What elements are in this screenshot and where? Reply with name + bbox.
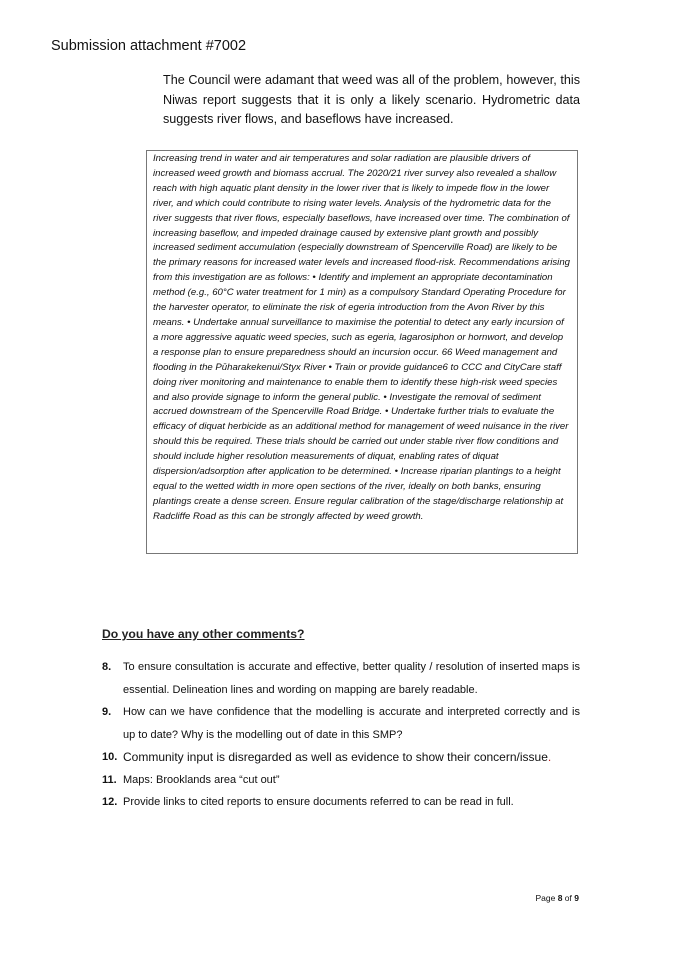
item-number: 8.	[102, 661, 112, 673]
quoted-report-box	[146, 150, 578, 554]
list-item	[102, 656, 580, 701]
page-number: 8	[557, 893, 563, 903]
list-item	[102, 791, 580, 814]
item-text: To ensure consultation is accurate and effective, better quality / resolution of inserted maps is essential. Delineation lines and wording on mapping are barely readable.	[123, 661, 580, 696]
page-footer	[535, 893, 579, 903]
of-label: of	[564, 893, 572, 903]
item-number: 9.	[102, 706, 112, 718]
total-pages: 9	[574, 893, 579, 903]
other-comments-heading: Do you have any other comments?	[102, 627, 305, 641]
item-text: Community input is disregarded as well as evidence to show their concern/issue	[123, 750, 548, 764]
page-label: Page	[535, 893, 556, 903]
list-item	[102, 746, 580, 769]
list-item	[102, 769, 580, 792]
item-text: How can we have confidence that the modelling is accurate and interpreted correctly and is up to date? Why is the modelling out of date in this SMP?	[123, 706, 580, 741]
item-number: 11.	[102, 773, 117, 786]
document-header: Submission attachment #7002	[51, 38, 247, 54]
comments-list	[102, 656, 580, 814]
list-item	[102, 701, 580, 746]
quoted-report-text: Increasing trend in water and air temperatures and solar radiation are plausible drivers of increased weed growth and biomass accrual. The 2020/21 river survey also revealed a shallow reach with high aquatic plant density in the lower river that is likely to impede flow in the lower river, and which could contribute to rising water levels. Analysis of the hydrometric data for the river suggests that river flows, especially baseflows, have increased over time. The combination of increasing baseflow, and impeded drainage caused by extensive plant growth and possibly increased sediment accumulation (especially downstream of Spencerville Road) are likely to be the primary reasons for increased water levels and increased flood-risk. Recommendations arising from this investigation are as follows: • Identify and implement an appropriate decontamination method (e.g., 60°C water treatment for 1 min) as a compulsory Standard Operating Procedure for the harvester operator, to eliminate the risk of egeria introduction from the Avon River by this means. • Undertake annual surveillance to maximise the potential to detect any early incursion of a more aggressive aquatic weed species, such as egeria, lagarosiphon or hornwort, and develop a response plan to ensure preparedness should an incursion occur. 66 Weed management and flooding in the Pūharakekenui/Styx River • Train or provide guidance6 to CCC and CityCare staff doing river monitoring and maintenance to enable them to identify these high-risk weed species and also provide signage to inform the general public. • Investigate the removal of sediment accrued downstream of the Spencerville Road Bridge. • Undertake further trials to evaluate the efficacy of diquat herbicide as an additional method for management of weed nuisance in the river should this be required. These trials should be carried out under stable river flow conditions and should include higher resolution measurements of diquat, enabling rates of diquat dispersion/adsorption after application to be determined. • Increase riparian plantings to a height equal to the wetted width in more open sections of the river, ideally on both banks, ensuring plantings create a dense screen. Ensure regular calibration of the stage/discharge relationship at Radcliffe Road as this can be strongly affected by weed growth.	[153, 153, 570, 522]
item-number: 12.	[102, 796, 118, 808]
item-trailing-period: .	[547, 750, 552, 764]
item-number: 10.	[102, 751, 118, 763]
intro-paragraph: The Council were adamant that weed was all of the problem, however, this Niwas report suggests that it is only a likely scenario. Hydrometric data suggests river flows, and baseflows have increased.	[163, 73, 580, 126]
item-text: Maps: Brooklands area “cut out”	[123, 773, 280, 786]
item-text: Provide links to cited reports to ensure documents referred to can be read in full.	[123, 796, 514, 808]
